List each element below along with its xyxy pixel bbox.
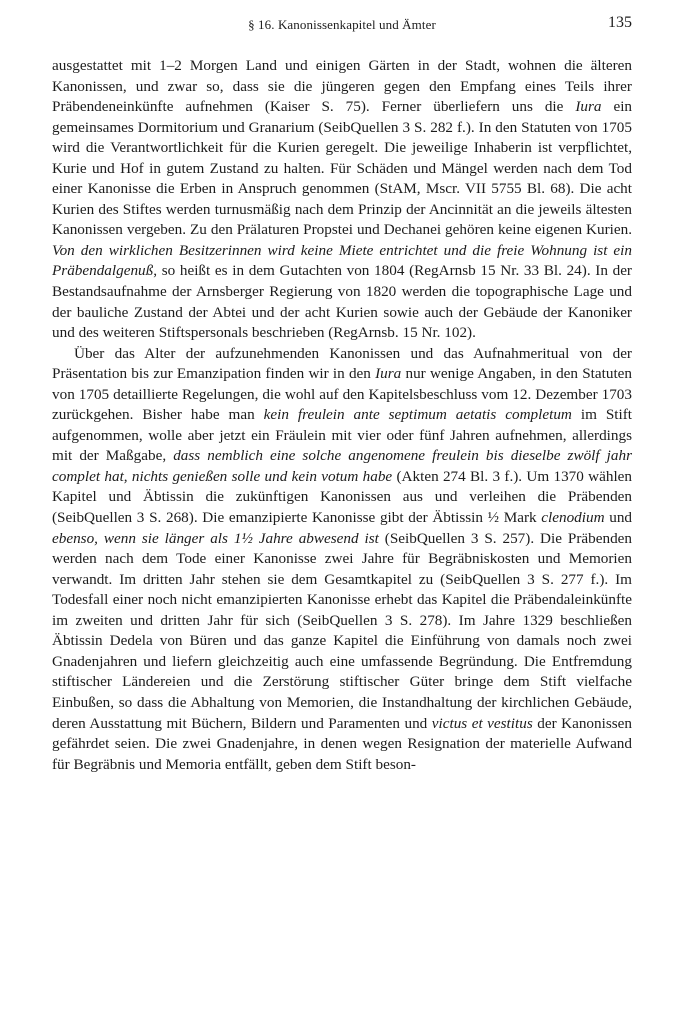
body-text <box>52 56 632 775</box>
italic-run: Von den wirklichen Besitzerinnen wird keine Miete entrichtet und die freie Wohnung ist ein Präbendalgenuß <box>52 241 632 280</box>
running-title: § 16. Kanonissenkapitel und Ämter <box>248 17 436 32</box>
text-run: (Akten 274 Bl. 3 f.). Um 1370 wählen Kapitel und Äbtissin die zukünftigen Kanonissen aus und verleihen die Präbenden (SeibQuellen 3 S. 268). Die emanzipierte Kanonisse gibt der Äbtissin ½ Mark <box>52 467 633 527</box>
text-run: ausgestattet mit 1–2 Morgen Land und einigen Gärten in der Stadt, wohnen die älteren Kanonissen, und zwar so, dass sie die jüngeren gegen den Empfang eines Teils ihrer Präbendeneinkünfte aufnehmen (Kaiser S. 75). Ferner überliefern uns die <box>52 57 632 116</box>
book-page <box>52 14 632 775</box>
italic-run: ebenso, wenn sie länger als 1½ Jahre abwesend ist <box>52 529 379 547</box>
italic-run: clenodium <box>541 509 605 527</box>
text-run: nur wenige Angaben, in den Statuten von 1705 detaillierte Regelungen, die wohl auf den Kapitelsbeschluss vom 12. Dezember 1703 zurückgehen. Bisher habe man <box>52 365 632 424</box>
text-run: (SeibQuellen 3 S. 257). Die Präbenden werden nach dem Tode einer Kanonisse zwei Jahre für Begräbniskosten und Memorien verwandt. Im dritten Jahr stehen sie dem Gesamtkapitel zu (SeibQuellen 3 S. 277 f.). Im Todesfall einer noch nicht emanzipierten Kanonisse erhebt das Kapitel die Präbendaleinkünfte im zweiten und dritten Jahr für sich (SeibQuellen 3 S. 278). Im Jahre 1329 beschließen Äbtissin Dedela von Büren und das ganze Kapitel die Einführung von damals noch zwei Gnadenjahren und liefern gleichzeitig auch eine umfassende Begründung. Die Entfremdung stiftischer Ländereien und die Zerstörung stiftischer Güter bringe dem Stift vielfache Einbußen, so dass die Abhaltung von Memorien, die Instandhaltung der kirchlichen Gebäude, deren Ausstattung mit Büchern, Bildern und Paramenten und <box>52 529 632 732</box>
text-run: und <box>604 509 633 527</box>
page-number: 135 <box>608 14 632 31</box>
running-head <box>52 14 632 40</box>
paragraph <box>52 56 632 344</box>
italic-run: victus et vestitus <box>431 714 533 732</box>
text-run: im Stift aufgenommen, wolle aber jetzt ein Fräulein mit vier oder fünf Jahren aufnehmen, allerdings mit der Maßgabe, <box>52 406 633 465</box>
text-run: ein gemeinsames Dormitorium und Granarium (SeibQuellen 3 S. 282 f.). In den Statuten von 1705 wird die Verantwortlichkeit für die Kurien geregelt. Die jeweilige Inhaberin ist verpflichtet, Kurie und Hof in gutem Zustand zu halten. Für Schäden und Mängel werden nach dem Tod einer Kanonisse die Erben in Anspruch genommen (StAM, Mscr. VII 5755 Bl. 68). Die acht Kurien des Stiftes werden turnusmäßig nach dem Prinzip der Ancinnität an die jeweils ältesten Kanonissen vergeben. Zu den Prälaturen Propstei und Dechanei gehören keine eigenen Kurien. <box>52 98 633 239</box>
paragraph <box>52 344 632 775</box>
italic-run: Iura <box>575 98 602 116</box>
text-run: , so heißt es in dem Gutachten von 1804 (RegArnsb 15 Nr. 33 Bl. 24). In der Bestandsaufnahme der Arnsberger Regierung von 1820 werden die topographische Lage und der bauliche Zustand der Abtei und der acht Kurien sowie auch der Gebäude der Kanoniker und des weiteren Stiftspersonals beschrieben (RegArnsb. 15 Nr. 102). <box>52 262 632 342</box>
text-run: Über das Alter der aufzunehmenden Kanonissen und das Aufnahmeritual von der Präsentation bis zur Emanzipation finden wir in den <box>52 344 632 383</box>
text-run: der Kanonissen gefährdet seien. Die zwei Gnadenjahre, in denen wegen Resignation der materielle Aufwand für Begräbnis und Memoria entfällt, geben dem Stift beson- <box>52 714 632 773</box>
italic-run: Iura <box>375 365 402 383</box>
italic-run: dass nemblich eine solche angenomene freulein bis dieselbe zwölf jahr complet hat, nichts genießen solle und kein votum habe <box>52 447 633 485</box>
italic-run: kein freulein ante septimum aetatis completum <box>263 406 572 424</box>
